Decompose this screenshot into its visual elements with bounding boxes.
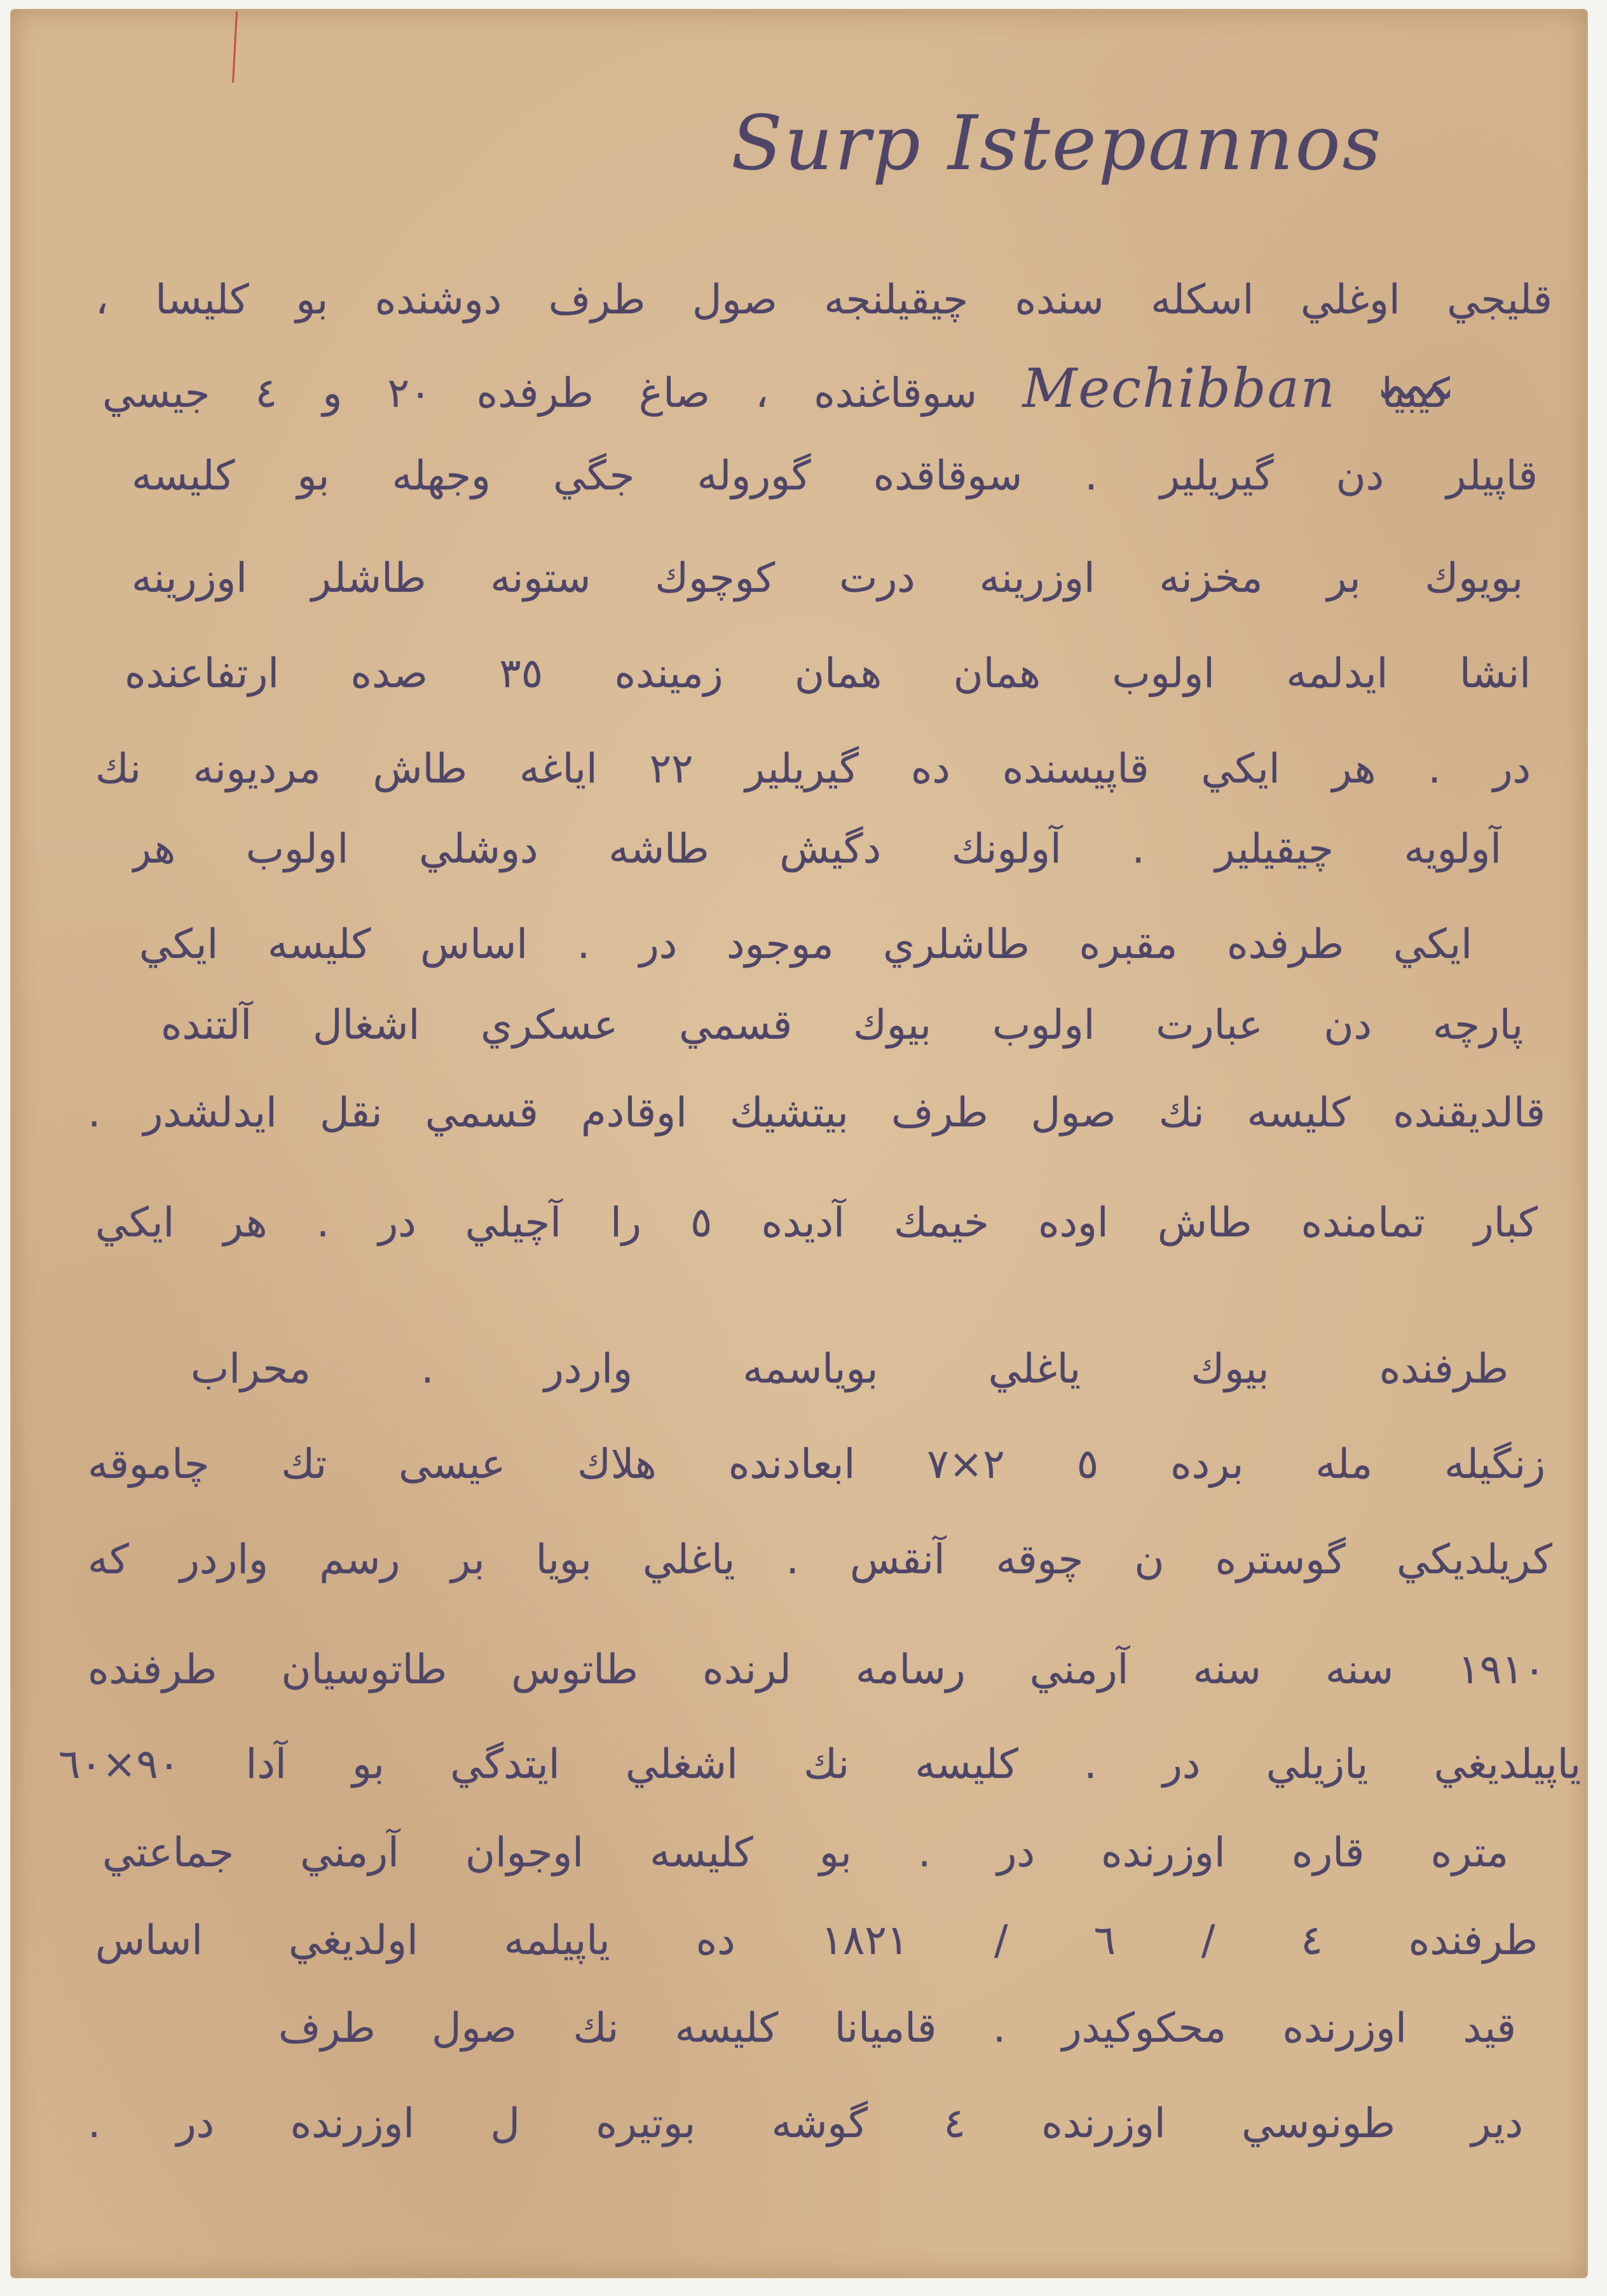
text-line-14: كريلديكي گوستره ن چوقه آنقس . ياغلي بويا بر رسم واردر كه: [88, 1536, 1552, 1583]
text-line-2: [102, 350, 1450, 427]
document-title: Surp Istepannos: [731, 99, 1383, 187]
text-line-16: ياپيلديغي يازيلي در . كليسه نك اشغلي ايتدگي بو آدا ٩٠×٦٠: [58, 1741, 1581, 1788]
street-name-latin: Mechibban: [1022, 357, 1336, 420]
struck-out-word: كيبيا: [1381, 370, 1450, 417]
text-line-15: ١٩١٠ سنه سنه آرمني رسامه لرنده طاتوس طاتوسيان طرفنده: [88, 1646, 1545, 1693]
text-line-18: طرفنده ٤ / ٦ / ١٨٢١ ده ياپيلمه اولديغي اساس: [95, 1917, 1538, 1964]
text-line-1: قليجي اوغلي اسكله سنده چيقيلنجه صول طرف دوشنده بو كليسا ،: [95, 277, 1552, 324]
text-line-17: متره قاره اوزرنده در . بو كليسه اوجوان آرمني جماعتي: [102, 1829, 1508, 1876]
text-line-11: كبار تمامنده طاش اوده خيمك آديده ٥ را آچيلي در . هر ايكي: [95, 1199, 1538, 1247]
text-line-8: ايكي طرفده مقبره طاشلري موجود در . اساس كليسه ايكي: [139, 921, 1472, 968]
text-line-2-rest: سوقاغنده ، صاغ طرفده ٢٠ و ٤ جيسي: [102, 370, 977, 417]
text-line-13: زنگيله مله برده ٥ ٢×٧ ابعادنده هلاك عيسى تك چاموقه: [88, 1441, 1545, 1488]
text-line-5: انشا ايدلمه اولوب همان همان زمينده ٣٥ صده ارتفاعنده: [125, 650, 1531, 697]
text-line-6: در . هر ايكي قاپيسنده ده گيريلير ٢٢ اياغه طاش مرديونه نك: [95, 746, 1531, 793]
text-line-12: طرفنده بيوك ياغلي بوياسمه واردر . محراب: [191, 1346, 1508, 1393]
text-line-20: دير طونوسي اوزرنده ٤ گوشه بوتيره ل اوزرنده در .: [88, 2100, 1523, 2147]
text-line-3: قاپيلر دن گيريلير . سوقاقده گوروله جگي وجهله بو كليسه: [132, 453, 1538, 500]
text-line-7: آولويه چيقيلير . آولونك دگيش طاشه دوشلي اولوب هر: [132, 826, 1501, 873]
text-line-4: بويوك بر مخزنه اوزرينه درت كوچوك ستونه طاشلر اوزرينه: [132, 555, 1523, 602]
text-line-10: قالديقنده كليسه نك صول طرف بيتشيك اوقادم قسمي نقل ايدلشدر .: [88, 1090, 1545, 1137]
text-line-19: قيد اوزرنده محكوكيدر . قاميانا كليسه نك صول طرف: [278, 2005, 1516, 2052]
text-line-9: پارچه دن عبارت اولوب بيوك قسمي عسكري اشغال آلتنده: [161, 1002, 1523, 1049]
